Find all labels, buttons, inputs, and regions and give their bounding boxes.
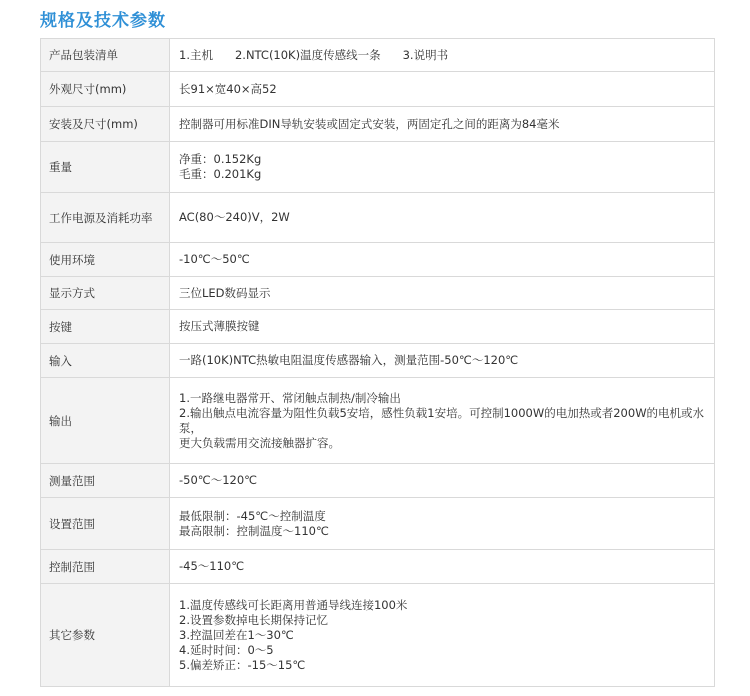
row-value [170,310,715,344]
table-row [41,344,715,378]
row-label: 输入 [41,344,170,378]
row-value [170,39,715,72]
row-label: 安装及尺寸(mm) [41,107,170,142]
value-line: 三位LED数码显示 [179,285,271,300]
value-line: AC(80～240)V，2W [179,210,290,224]
row-value [170,277,715,310]
value-line: 毛重：0.201Kg [179,167,262,181]
row-label: 工作电源及消耗功率 [41,193,170,243]
page-title: 规格及技术参数 [40,11,166,31]
value-line: -45～110℃ [179,559,245,573]
table-row [41,193,715,243]
table-row [41,39,715,72]
row-value [170,107,715,142]
value-line: 最高限制：控制温度～110℃ [179,523,329,538]
value-line: 按压式薄膜按键 [179,319,260,333]
row-label: 外观尺寸(mm) [41,72,170,107]
table-row [41,464,715,498]
value-line: 1.一路继电器常开、常闭触点制热/制冷输出 [179,390,401,405]
row-value [170,243,715,277]
table-row [41,584,715,687]
package-item: 3.说明书 [402,47,449,62]
row-label: 显示方式 [41,277,170,310]
table-row [41,498,715,550]
row-value [170,344,715,378]
row-label: 控制范围 [41,550,170,584]
value-line: 2.输出触点电流容量为阻性负载5安培，感性负载1安培。可控制1000W的电加热或者200W的电机或水泵， [179,405,705,435]
row-value [170,193,715,243]
value-line: 一路(10K)NTC热敏电阻温度传感器输入，测量范围-50℃～120℃ [179,353,519,367]
row-value [170,584,715,687]
table-row [41,550,715,584]
value-line: 3.控温回差在1～30℃ [179,627,294,642]
value-line: 控制器可用标准DIN导轨安装或固定式安装，两固定孔之间的距离为84毫米 [179,116,560,131]
value-line: 长91×宽40×高52 [179,81,277,96]
row-label: 设置范围 [41,498,170,550]
package-item: 2.NTC(10K)温度传感线一条 [234,47,381,62]
row-label: 测量范围 [41,464,170,498]
row-label: 使用环境 [41,243,170,277]
value-line: 最低限制：-45℃～控制温度 [179,508,326,523]
spec-table [40,38,715,687]
row-value [170,464,715,498]
table-row [41,243,715,277]
table-row [41,142,715,193]
value-line: 2.设置参数掉电长期保持记忆 [179,612,328,627]
value-line: 更大负载需用交流接触器扩容。 [179,435,340,450]
table-row [41,72,715,107]
row-value [170,378,715,464]
row-value [170,72,715,107]
row-label: 其它参数 [41,584,170,687]
value-line: 4.延时时间：0～5 [179,642,274,657]
row-label: 重量 [41,142,170,193]
value-line: 1.温度传感线可长距离用普通导线连接100米 [179,597,408,612]
value-line: 5.偏差矫正：-15～15℃ [179,657,306,672]
table-row [41,378,715,464]
table-row [41,107,715,142]
value-line: -50℃～120℃ [179,473,258,487]
row-value [170,550,715,584]
value-line: 净重：0.152Kg [179,152,262,166]
row-label: 按键 [41,310,170,344]
value-line: -10℃～50℃ [179,252,250,266]
row-label: 产品包装清单 [41,39,170,72]
row-value [170,498,715,550]
package-item: 1.主机 [179,47,213,62]
row-label: 输出 [41,378,170,464]
table-row [41,277,715,310]
table-row [41,310,715,344]
row-value [170,142,715,193]
